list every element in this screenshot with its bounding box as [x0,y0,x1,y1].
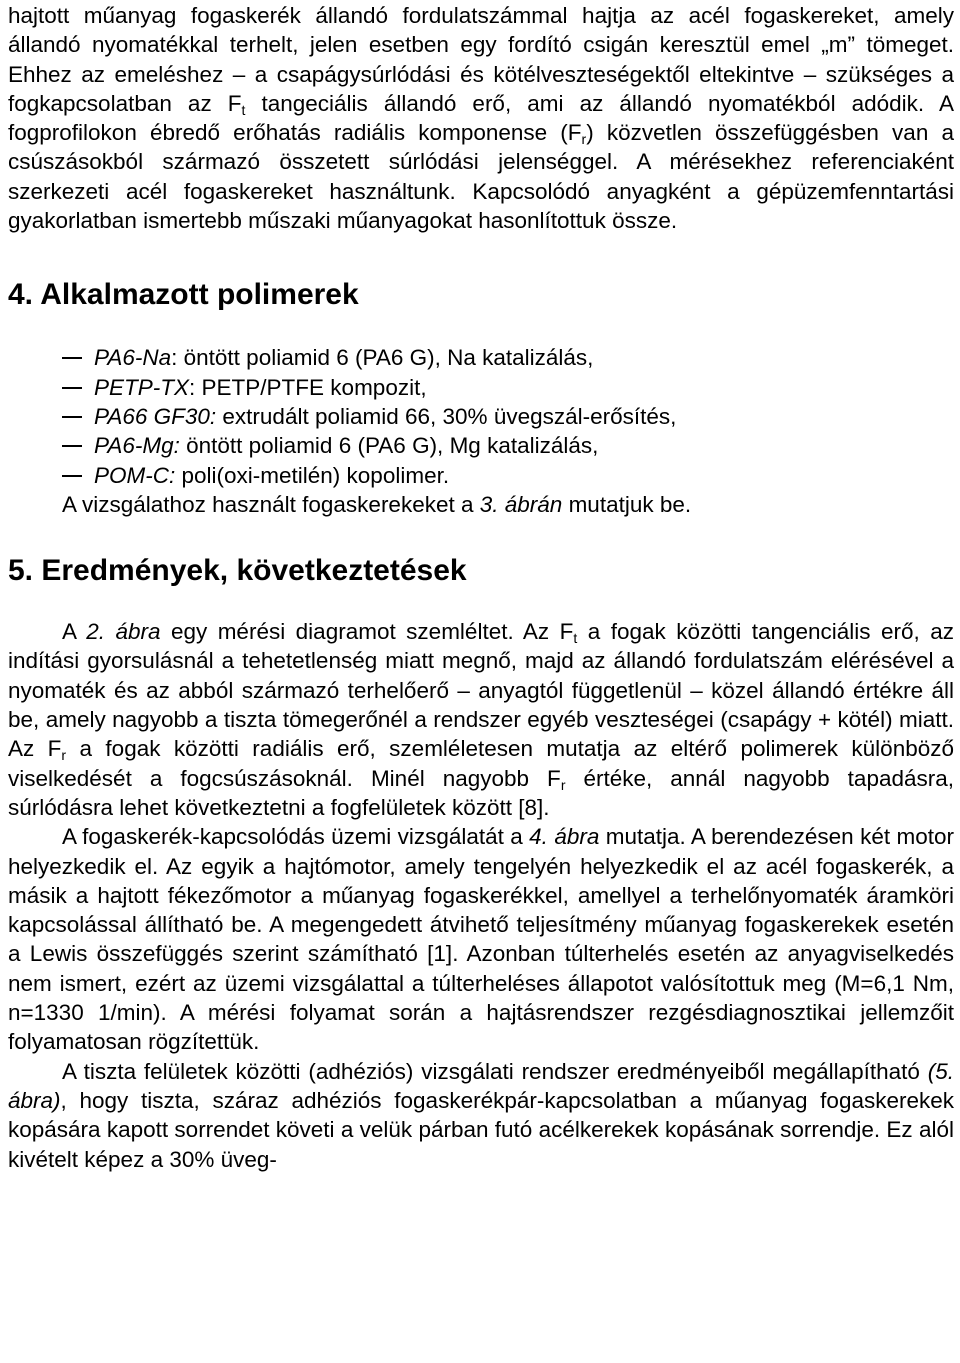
dash-bullet [62,475,82,477]
text: a fogak közötti tangenciális erő, az indítási gyorsulásnál a tehetetlenség miatt megnő, majd az állandó fordulatszám elérésével a nyomaték és az abból származó terhelőerő – anyagtól függetlenül – közel állandó értékre áll be, amely nagyobb a tiszta tömegerőnél a rendszer egyéb veszteségei (csapágy + kötél) miatt. Az F [8,619,954,762]
subscript-r: r [61,747,67,764]
intro-text-2: tangeciális állandó erő, ami az állandó nyomatékból adódik. A fogprofilokon ébredő erőhatás radiális komponense (F [8,90,955,146]
polymer-name: PA66 GF30: [94,403,217,429]
polymer-name: PA6-Na [94,345,172,371]
text: mutatja. A berendezésen két motor helyezkedik el. Az egyik a hajtómotor, amely tengelyén helyezkedik el az acél fogaskerék, a másik a hajtott fékezőmotor a műanyag fogaskerékkel, amellyel a terhelőnyomaték áramköri kapcsolással állítható be. A megengedett átvihető teljesítmény műanyag fogaskerekek esetén a Lewis összefüggés szerint számítható [1]. Azonban túlterhelés esetén az anyagviselkedés nem ismert, ezért az üzemi vizsgálattal a túlterheléses állapotot valósítottuk meg (M=6,1 Nm, n=1330 1/min). A mérési folyamat során a hajtásrendszer rezgésdiagnosztikai jellemzőit folyamatosan rögzítettük. [8,824,954,1055]
results-paragraph-2 [8,822,954,1056]
intro-text-1: hajtott műanyag fogaskerék állandó fordulatszámmal hajtja az acél fogaskereket, amely állandó nyomatékkal terhelt, jelen esetben egy fordító csigán keresztül emel „m” tömeget. Ehhez az emeléshez – a csapágysúrlódási és kötélveszteségektől eltekintve – szükséges a fogkapcsolatban az F [8,3,954,116]
subscript-r: r [560,776,566,793]
list-item [8,343,954,372]
polymer-name: POM-C: [94,462,176,488]
results-paragraph-1 [8,617,954,822]
polymer-desc: poli(oxi-metilén) kopolimer. [175,462,450,488]
separator: : [189,374,196,400]
figure-reference-line [8,490,954,519]
separator: : [171,345,178,371]
list-item [8,373,954,402]
ref-text-b: mutatjuk be. [562,491,692,517]
dash-bullet [62,445,82,447]
list-item [8,431,954,460]
section-4-heading: 4. Alkalmazott polimerek [8,278,359,312]
polymer-desc: PETP/PTFE kompozit, [195,374,427,400]
text: egy mérési diagramot szemléltet. Az F [160,619,574,645]
figure-3-ref: 3. ábrán [479,491,563,517]
dash-bullet [62,387,82,389]
subscript-t: t [241,101,246,118]
polymer-name: PETP-TX [94,374,190,400]
text: A tiszta felületek közötti (adhéziós) vizsgálati rendszer eredményeiből megállapítható [62,1058,928,1084]
list-item [8,461,954,490]
polymer-name: PA6-Mg: [94,433,180,459]
dash-bullet [62,357,82,359]
polymer-desc: öntött poliamid 6 (PA6 G), Mg katalizálás, [179,433,599,459]
figure-2-ref: 2. ábra [86,619,161,645]
subscript-t: t [573,630,578,647]
subscript-r: r [581,131,587,148]
dash-bullet [62,416,82,418]
intro-text-3: ) közvetlen összefüggésben van a csúszásokból származó összetett súrlódási jelenséggel. A mérésekhez referenciaként szerkezeti acél fogaskereket használtunk. Kapcsolódó anyagként a gépüzemfenntartási gyakorlatban ismertebb műszaki műanyagokat hasonlítottuk össze. [8,120,954,234]
intro-paragraph [8,1,954,235]
results-paragraph-3 [8,1057,954,1174]
list-item [8,402,954,431]
section-5-heading: 5. Eredmények, következtetések [8,554,467,588]
figure-5-ref: (5. ábra) [8,1058,954,1113]
text: , hogy tiszta, száraz adhéziós fogaskerékpár-kapcsolatban a műanyag fogaskerekek kopására kapott sorrendet követi a velük párban futó acélkerekek kopásának sorrendje. Ez alól kivételt képez a 30% üveg- [8,1087,954,1172]
polymer-list [8,343,954,489]
text: A fogaskerék-kapcsolódás üzemi vizsgálatát a [62,824,530,850]
text: értéke, annál nagyobb tapadásra, súrlódásra lehet következtetni a fogfelületek között [8]. [8,765,955,820]
polymer-desc: extrudált poliamid 66, 30% üvegszál-erősítés, [216,403,677,429]
figure-4-ref: 4. ábra [529,824,600,850]
polymer-desc: öntött poliamid 6 (PA6 G), Na katalizálás, [177,345,594,371]
document-page [8,0,954,1174]
text: a fogak közötti radiális erő, szemléletesen mutatja az eltérő polimerek különböző viselkedését a fogcsúszásoknál. Minél nagyobb F [8,736,954,791]
text: A [62,619,87,645]
ref-text-a: A vizsgálathoz használt fogaskerekeket a [62,491,480,517]
